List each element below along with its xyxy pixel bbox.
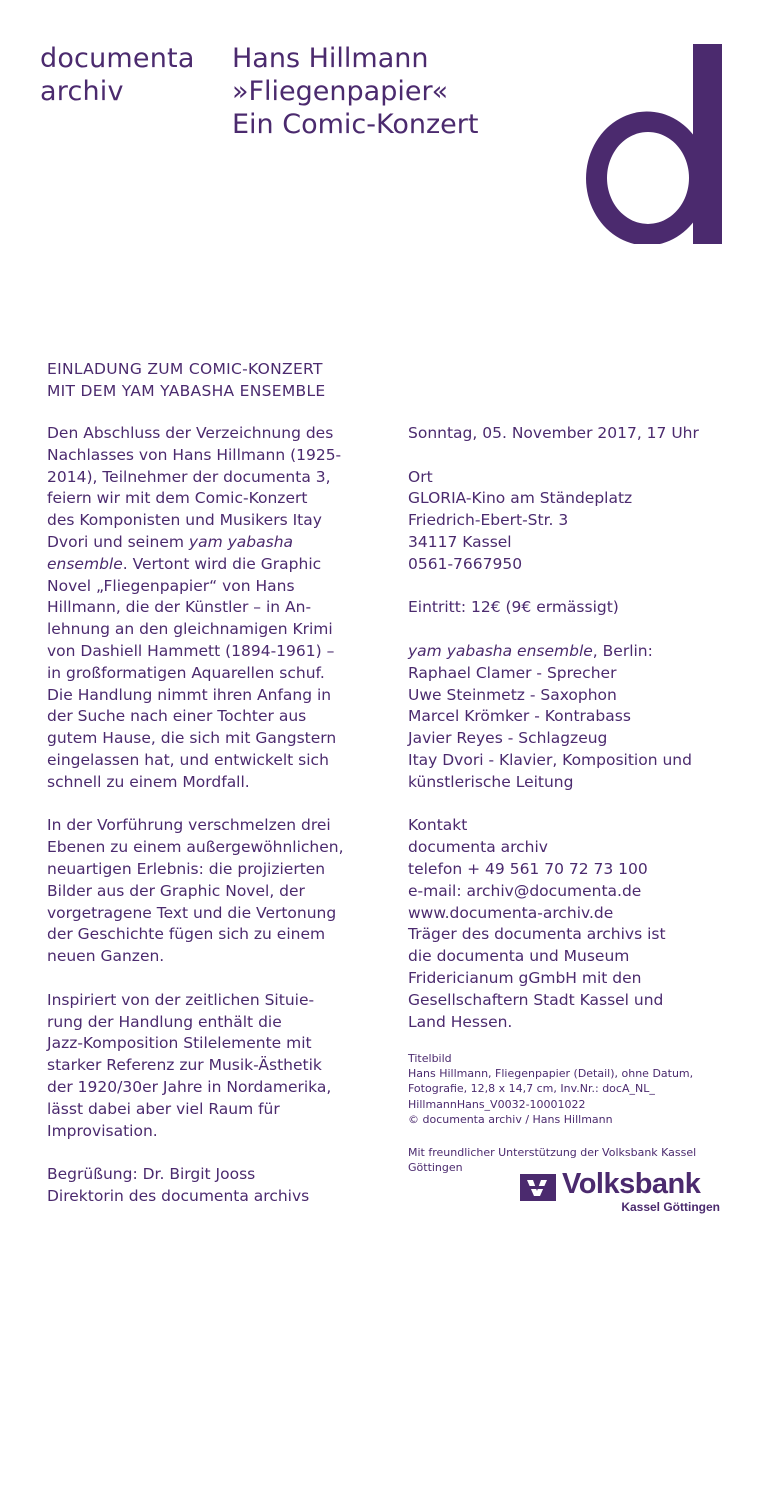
- ensemble-name-italic: yam yabasha ensemble: [408, 641, 593, 660]
- ensemble-heading: [408, 641, 738, 663]
- text-line: starker Referenz zur Musik-Ästhetik: [47, 1056, 322, 1075]
- volksbank-logo-icon: [520, 1174, 556, 1201]
- contact-text: Gesellschaftern Stadt Kassel und: [408, 990, 664, 1009]
- credit-line: Titelbild: [408, 1052, 452, 1065]
- venue-phone[interactable]: 0561-7667950: [408, 554, 523, 573]
- paragraph-inspiration: [47, 990, 367, 1143]
- text-line: Improvisation.: [47, 1121, 158, 1140]
- text-line: von Dashiell Hammett (1894-1961) –: [47, 641, 335, 660]
- paragraph-gap: [408, 445, 738, 467]
- text-line: eingelassen hat, und entwickelt sich: [47, 750, 329, 769]
- contact-website-link[interactable]: www.documenta-archiv.de: [408, 903, 614, 922]
- member-line: Uwe Steinmetz - Saxophon: [408, 685, 617, 704]
- text-line: In der Vorführung verschmelzen drei: [47, 816, 331, 835]
- ensemble-name-italic: ensemble: [47, 554, 123, 573]
- paragraph-gap: [47, 1142, 367, 1164]
- contact-text: Träger des documenta archivs ist: [408, 925, 666, 944]
- title-line-1: Hans Hillmann: [232, 43, 429, 74]
- credit-line: Fotografie, 12,8 x 14,7 cm, Inv.Nr.: docA_NL_: [408, 1082, 655, 1096]
- text-line: gutem Hause, die sich mit Gangstern: [47, 729, 337, 748]
- text-span: . Vertont wird die Graphic: [122, 554, 322, 573]
- venue-street: Friedrich-Ebert-Str. 3: [408, 511, 569, 530]
- admission-price: Eintritt: 12€ (9€ ermässigt): [408, 598, 619, 617]
- member-line: Itay Dvori - Klavier, Komposition und: [408, 750, 692, 769]
- credit-line: Hans Hillmann, Fliegenpapier (Detail), ohne Datum,: [408, 1067, 694, 1081]
- paragraph-gap: [47, 794, 367, 816]
- contact-phone[interactable]: telefon + 49 561 70 72 73 100: [408, 859, 648, 878]
- text-line: der Suche nach einer Tochter aus: [47, 707, 307, 726]
- text-line: neuartigen Erlebnis: die projizierten: [47, 859, 326, 878]
- title-line-3: Ein Comic-Konzert: [232, 109, 479, 140]
- event-details-column: [408, 423, 738, 1033]
- text-line: Jazz-Komposition Stilelemente mit: [47, 1034, 312, 1053]
- volksbank-name: Volksbank: [562, 1168, 701, 1200]
- title-line-2: »Fliegenpapier«: [232, 76, 449, 107]
- text-line: lehnung an den gleichnamigen Krimi: [47, 620, 333, 639]
- text-line: der Geschichte fügen sich zu einem: [47, 925, 326, 944]
- text-line: Inspiriert von der zeitlichen Situie-: [47, 990, 315, 1009]
- contact-email[interactable]: e-mail: archiv@documenta.de: [408, 881, 642, 900]
- contact-org: documenta archiv: [408, 838, 548, 857]
- documenta-d-logo-icon: [586, 44, 722, 244]
- text-line: neuen Ganzen.: [47, 947, 165, 966]
- paragraph-welcome: [47, 1164, 367, 1208]
- support-line: Mit freundlicher Unterstützung der Volksbank Kassel: [408, 1146, 697, 1159]
- member-line: Raphael Clamer - Sprecher: [408, 663, 617, 682]
- invitation-heading: [47, 358, 326, 402]
- text-line: Hillmann, die der Künstler – in An-: [47, 598, 312, 617]
- text-line: des Komponisten und Musikers Itay: [47, 511, 322, 530]
- paragraph-gap: [408, 576, 738, 598]
- text-line: Bilder aus der Graphic Novel, der: [47, 881, 305, 900]
- venue-name: GLORIA-Kino am Ständeplatz: [408, 489, 633, 508]
- brand-line-1: documenta: [40, 43, 195, 74]
- text-line: Den Abschluss der Verzeichnung des: [47, 424, 334, 442]
- page-title: [232, 42, 478, 141]
- member-line: Javier Reyes - Schlagzeug: [408, 729, 608, 748]
- member-line: Marcel Krömker - Kontrabass: [408, 707, 631, 726]
- contact-label: Kontakt: [408, 816, 468, 835]
- paragraph-performance: [47, 815, 367, 968]
- text-line: der 1920/30er Jahre in Nordamerika,: [47, 1077, 332, 1096]
- support-line: Göttingen: [408, 1161, 463, 1175]
- member-line: künstlerische Leitung: [408, 772, 574, 791]
- paragraph-gap: [47, 968, 367, 990]
- text-line: feiern wir mit dem Comic-Konzert: [47, 489, 308, 508]
- volksbank-logo: [520, 1168, 720, 1218]
- paragraph-gap: [408, 619, 738, 641]
- text-line: vorgetragene Text und die Vertonung: [47, 903, 337, 922]
- text-line: lässt dabei aber viel Raum für: [47, 1099, 280, 1118]
- text-span: Dvori und seinem: [47, 532, 189, 551]
- text-line: rung der Handlung enthält die: [47, 1012, 282, 1031]
- text-line: Ebenen zu einem außergewöhnlichen,: [47, 838, 344, 857]
- venue-city: 34117 Kassel: [408, 532, 512, 551]
- text-line: [47, 532, 367, 554]
- text-line: 2014), Teilnehmer der documenta 3,: [47, 467, 331, 486]
- invitation-line-1: EINLADUNG ZUM COMIC-KONZERT: [47, 360, 323, 378]
- ensemble-city: , Berlin:: [592, 641, 653, 660]
- contact-text: Fridericianum gGmbH mit den: [408, 968, 642, 987]
- brand-line-2: archiv: [40, 76, 124, 107]
- description-column: [47, 423, 367, 1208]
- contact-text: die documenta und Museum: [408, 947, 630, 966]
- text-line: in großformatigen Aquarellen schuf.: [47, 663, 325, 682]
- event-date: Sonntag, 05. November 2017, 17 Uhr: [408, 424, 699, 442]
- text-line: Begrüßung: Dr. Birgit Jooss: [47, 1165, 256, 1184]
- text-line: schnell zu einem Mordfall.: [47, 772, 250, 791]
- text-line: Novel „Fliegenpapier“ von Hans: [47, 576, 295, 595]
- credit-line: HillmannHans_V0032-10001022: [408, 1097, 586, 1111]
- ensemble-name-italic: yam yabasha: [188, 532, 294, 551]
- text-line: Direktorin des documenta archivs: [47, 1186, 310, 1205]
- text-line: [47, 554, 367, 576]
- credit-line: © documenta archiv / Hans Hillmann: [408, 1112, 613, 1126]
- paragraph-gap: [408, 794, 738, 816]
- brand-wordmark: [40, 42, 195, 108]
- text-line: Die Handlung nimmt ihren Anfang in: [47, 685, 332, 704]
- volksbank-subtitle: Kassel Göttingen: [621, 1200, 720, 1214]
- invitation-line-2: MIT DEM YAM YABASHA ENSEMBLE: [47, 382, 326, 400]
- paragraph-intro: [47, 423, 367, 794]
- venue-label: Ort: [408, 467, 433, 486]
- contact-text: Land Hessen.: [408, 1012, 513, 1031]
- text-line: Nachlasses von Hans Hillmann (1925-: [47, 445, 342, 464]
- image-credits: [408, 1051, 693, 1127]
